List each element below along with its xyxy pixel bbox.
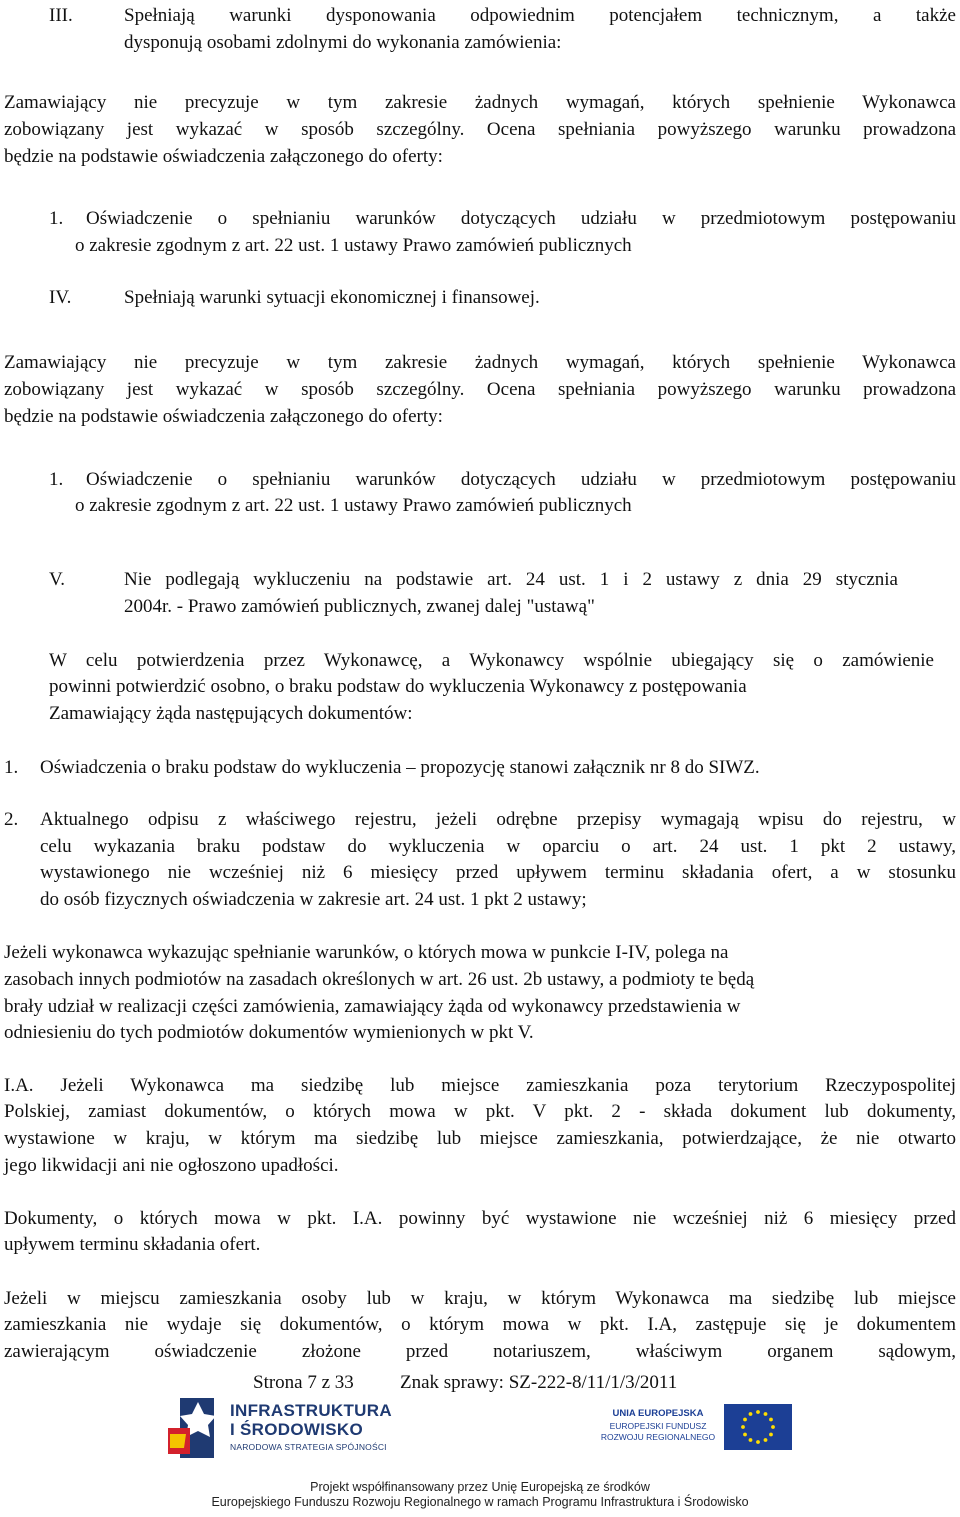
eu-star-icon [749,1438,753,1442]
eu-star-icon [769,1418,773,1422]
paragraph-line: W celu potwierdzenia przez Wykonawcę, a Wykonawcy wspólnie ubiegający się o zamówienie [49,650,934,671]
eu-star-icon [771,1425,775,1429]
nss-emblem-icon [168,1394,228,1466]
list-item-line: o zakresie zgodnym z art. 22 ust. 1 ustawy Prawo zamówień publicznych [75,235,632,256]
eu-logo-subtitle: ROZWOJU REGIONALNEGO [600,1432,716,1442]
eu-star-icon [769,1433,773,1437]
logo-title: I ŚRODOWISKO [230,1420,363,1439]
paragraph-line: Zamawiający żąda następujących dokumentów: [49,703,413,724]
paragraph-line: odniesieniu do tych podmiotów dokumentów wymienionych w pkt V. [4,1022,534,1043]
eu-star-icon [764,1438,768,1442]
paragraph-line: Zamawiający nie precyzuje w tym zakresie żadnych wymagań, których spełnienie Wykonawca [4,352,956,373]
logo-title: INFRASTRUKTURA [230,1401,392,1420]
eu-star-icon [741,1425,745,1429]
eu-star-icon [743,1433,747,1437]
list-item-line: Oświadczenia o braku podstaw do wykluczenia – propozycję stanowi załącznik nr 8 do SIWZ. [40,757,760,778]
eu-logo-title: UNIA EUROPEJSKA [612,1408,704,1419]
paragraph-line: zawierającym oświadczenie złożone przed notariuszem, właściwym organem sądowym, [4,1341,956,1362]
list-item-line: o zakresie zgodnym z art. 22 ust. 1 ustawy Prawo zamówień publicznych [75,495,632,516]
paragraph-line: powinni potwierdzić osobno, o braku podstaw do wykluczenia Wykonawcy z postępowania [49,676,747,697]
eu-star-icon [756,1410,760,1414]
paragraph-line: brały udział w realizacji części zamówienia, zamawiający żąda od wykonawcy przedstawienia w [4,996,741,1017]
page-number: Strona 7 z 33 [253,1372,354,1393]
paragraph-line: zamieszkania nie wydaje się dokumentów, o którym mowa w pkt. I.A, zastępuje się je dokumentem [4,1314,956,1335]
paragraph-line: będzie na podstawie oświadczenia załączonego do oferty: [4,146,443,167]
section-title-line: Nie podlegają wykluczeniu na podstawie art. 24 ust. 1 i 2 ustawy z dnia 29 stycznia [124,569,898,590]
logo-subtitle: NARODOWA STRATEGIA SPÓJNOŚCI [230,1442,387,1452]
paragraph-line: jego likwidacji ani nie ogłoszono upadłości. [4,1155,339,1176]
paragraph-line: będzie na podstawie oświadczenia załączonego do oferty: [4,406,443,427]
paragraph-line: zobowiązany jest wykazać w sposób szczególny. Ocena spełniania powyższego warunku prowadzona [4,379,956,400]
list-item-line: Oświadczenie o spełnianiu warunków dotyczących udziału w przedmiotowym postępowaniu [86,469,956,490]
paragraph-line: wystawione w kraju, w którym ma siedzibę lub miejsce zamieszkania, potwierdzające, że nie otwarto [4,1128,956,1149]
list-item-line: celu wykazania braku podstaw do wykluczenia w oparciu o art. 24 ust. 1 pkt 2 ustawy, [40,836,956,857]
section-number: V. [49,569,66,590]
paragraph-line: Polskiej, zamiast dokumentów, o których mowa w pkt. V pkt. 2 - składa dokument lub dokumenty, [4,1101,956,1122]
section-number: IV. [49,287,72,308]
list-number: 1. [49,208,64,229]
project-cofinancing-line: Projekt współfinansowany przez Unię Europejską ze środków [310,1480,650,1494]
eu-logo-subtitle: EUROPEJSKI FUNDUSZ [609,1421,707,1431]
eu-star-icon [743,1418,747,1422]
eu-logo [598,1404,796,1454]
list-item-line: Aktualnego odpisu z właściwego rejestru, jeżeli odrębne przepisy wymagają wpisu do rejestru, w [40,809,956,830]
list-item-line: wystawionego nie wcześniej niż 6 miesięcy przed upływem terminu składania ofert, a w stosunku [40,862,956,883]
list-number: 2. [4,809,19,830]
list-number: 1. [4,757,19,778]
paragraph-line: Jeżeli wykonawca wykazując spełnianie warunków, o których mowa w punkcie I-IV, polega na [4,942,729,963]
section-title-line: Spełniają warunki dysponowania odpowiednim potencjałem technicznym, a także [124,5,956,26]
eu-star-icon [764,1412,768,1416]
section-title-line: 2004r. - Prawo zamówień publicznych, zwanej dalej "ustawą" [124,596,595,617]
paragraph-line: upływem terminu składania ofert. [4,1234,261,1255]
section-number: III. [49,5,73,26]
section-title-line: dysponują osobami zdolnymi do wykonania zamówienia: [124,32,562,53]
eu-star-icon [756,1440,760,1444]
list-item-line: Oświadczenie o spełnianiu warunków dotyczących udziału w przedmiotowym postępowaniu [86,208,956,229]
eu-star-icon [749,1412,753,1416]
paragraph-line: zasobach innych podmiotów na zasadach określonych w art. 26 ust. 2b ustawy, a podmioty te będą [4,969,755,990]
case-number: Znak sprawy: SZ-222-8/11/1/3/2011 [400,1372,678,1393]
list-number: 1. [49,469,64,490]
paragraph-line: zobowiązany jest wykazać w sposób szczególny. Ocena spełniania powyższego warunku prowadzona [4,119,956,140]
eu-flag-icon [724,1404,792,1450]
project-cofinancing-line: Europejskiego Funduszu Rozwoju Regionalnego w ramach Programu Infrastruktura i Środowisko [211,1495,749,1509]
paragraph-line: Dokumenty, o których mowa w pkt. I.A. powinny być wystawione nie wcześniej niż 6 miesięcy przed [4,1208,956,1229]
section-title: Spełniają warunki sytuacji ekonomicznej i finansowej. [124,287,540,308]
paragraph-line: Jeżeli w miejscu zamieszkania osoby lub w kraju, w którym Wykonawca ma siedzibę lub miejsce [4,1288,956,1309]
infrastruktura-logo [168,1394,398,1466]
paragraph-line: I.A. Jeżeli Wykonawca ma siedzibę lub miejsce zamieszkania poza terytorium Rzeczypospolitej [4,1075,956,1096]
list-item-line: do osób fizycznych oświadczenia w zakresie art. 24 ust. 1 pkt 2 ustawy; [40,889,587,910]
paragraph-line: Zamawiający nie precyzuje w tym zakresie żadnych wymagań, których spełnienie Wykonawca [4,92,956,113]
